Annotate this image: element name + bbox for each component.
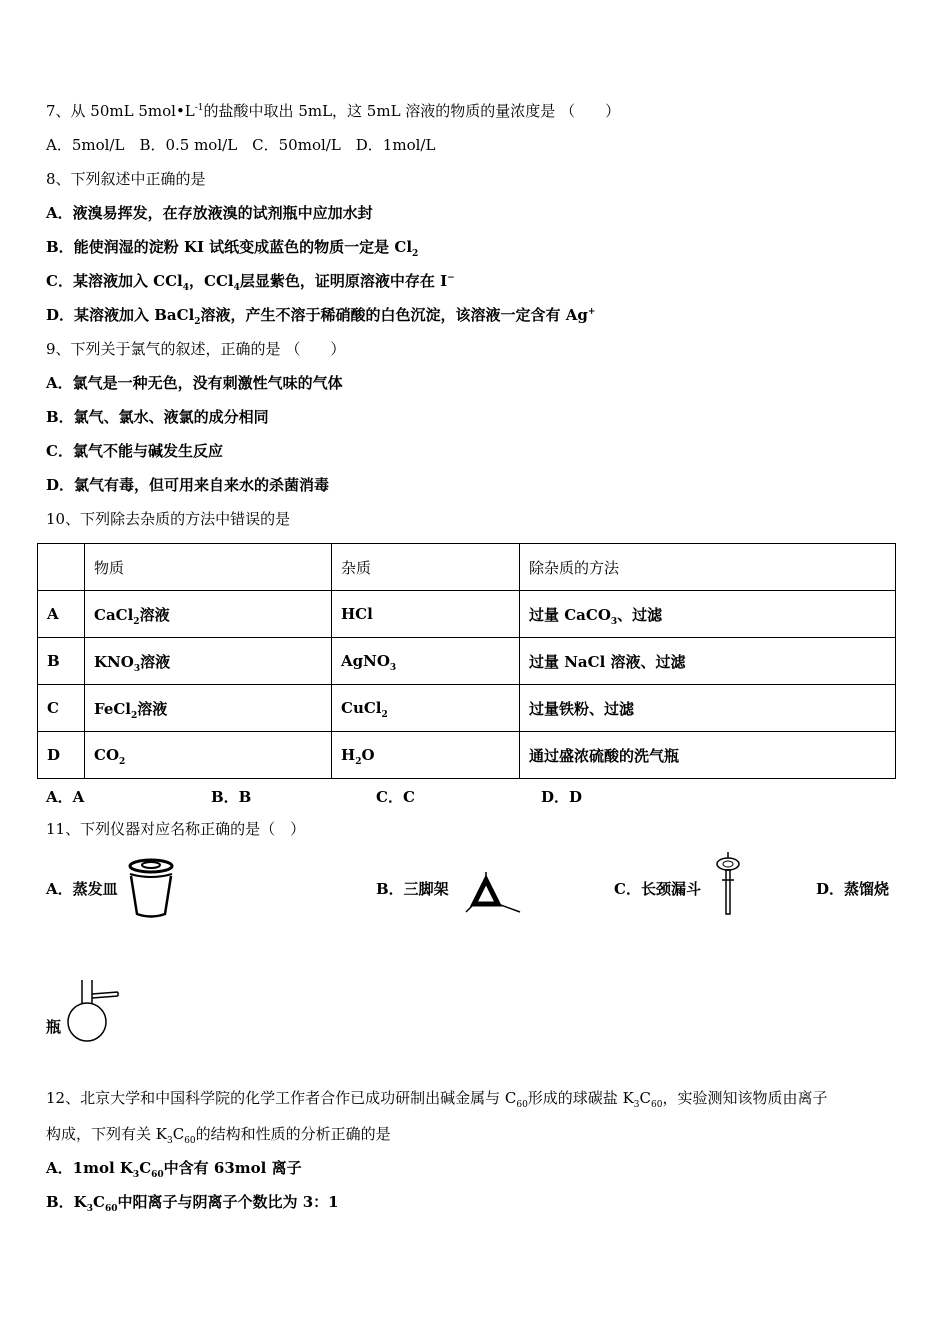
row-impurity: HCl <box>332 591 520 638</box>
row-method: 过量 CaCO$_3$、过滤 <box>520 591 896 638</box>
distilling-flask-icon <box>62 978 124 1044</box>
q10-stem: 10、下列除去杂质的方法中错误的是 <box>46 510 291 528</box>
q9-stem: 9、下列关于氯气的叙述，正确的是 （ ） <box>46 340 346 358</box>
row-label: B <box>38 638 85 685</box>
table-header-row <box>38 544 896 591</box>
row-label: A <box>38 591 85 638</box>
q12-option-b: B．$K_3C_{60}$中阳离子与阴离子个数比为 3：1 <box>46 1193 339 1214</box>
row-substance: $CO_2$ <box>85 732 332 779</box>
q12-option-a: A．1mol $K_3C_{60}$中含有 63mol 离子 <box>46 1159 302 1180</box>
q8-option-a: A．液溴易挥发，在存放液溴的试剂瓶中应加水封 <box>46 204 373 222</box>
q9-option-c: C．氯气不能与碱发生反应 <box>46 442 223 460</box>
row-method: 过量铁粉、过滤 <box>520 685 896 732</box>
q11-option-c: C．长颈漏斗 <box>614 880 701 898</box>
q8-option-c: C．某溶液加入 CCl$_4$，CCl$_4$层显紫色，证明原溶液中存在 I− <box>46 272 455 293</box>
table-header-cell: 物质 <box>85 544 332 591</box>
q8-option-b: B．能使润湿的淀粉 KI 试纸变成蓝色的物质一定是 $Cl_2$ <box>46 238 419 259</box>
q12-stem-line2: 构成，下列有关 $K_3C_{60}$的结构和性质的分析正确的是 <box>46 1125 391 1146</box>
clay-triangle-icon <box>462 872 522 916</box>
q10-answer-c: C．C <box>376 788 415 806</box>
crucible-icon <box>124 858 180 920</box>
row-label: D <box>38 732 85 779</box>
q11-stem: 11、下列仪器对应名称正确的是（ ） <box>46 820 306 838</box>
q8-stem: 8、下列叙述中正确的是 <box>46 170 206 188</box>
row-substance: CaCl$_2$溶液 <box>85 591 332 638</box>
table-row <box>38 732 896 779</box>
separatory-funnel-icon <box>712 850 744 916</box>
row-impurity: $H_2O$ <box>332 732 520 779</box>
row-substance: $KNO_3$溶液 <box>85 638 332 685</box>
q9-option-b: B．氯气、氯水、液氯的成分相同 <box>46 408 269 426</box>
table-row <box>38 685 896 732</box>
q10-answer-b: B．B <box>211 788 252 806</box>
q11-option-d-tail: 瓶 <box>46 1018 62 1036</box>
table-header-cell: 除杂质的方法 <box>520 544 896 591</box>
row-impurity: CuCl$_2$ <box>332 685 520 732</box>
row-impurity: AgNO$_3$ <box>332 638 520 685</box>
table-row <box>38 591 896 638</box>
q11-option-d: D．蒸馏烧 <box>816 880 890 898</box>
q11-option-a: A．蒸发皿 <box>46 880 118 898</box>
q8-option-d: D．某溶液加入 BaCl$_2$溶液，产生不溶于稀硝酸的白色沉淀，该溶液一定含有 Ag+ <box>46 306 596 327</box>
q10-table <box>37 543 896 779</box>
q11-option-b: B．三脚架 <box>376 880 449 898</box>
row-label: C <box>38 685 85 732</box>
table-row <box>38 638 896 685</box>
row-method: 过量 NaCl 溶液、过滤 <box>520 638 896 685</box>
q12-stem-line1: 12、北京大学和中国科学院的化学工作者合作已成功研制出碱金属与 $C_{60}$形成的球碳盐 $K_3C_{60}$，实验测知该物质由离子 <box>46 1089 828 1110</box>
q10-answer-a: A．A <box>46 788 85 806</box>
q10-answer-d: D．D <box>541 788 583 806</box>
q9-option-d: D．氯气有毒，但可用来自来水的杀菌消毒 <box>46 476 330 494</box>
q9-option-a: A．氯气是一种无色，没有刺激性气味的气体 <box>46 374 343 392</box>
q7-stem: 7、从 50mL $5mol•L^{-1}$的盐酸中取出 5mL，这 5mL 溶液的物质的量浓度是 （ ） <box>46 102 621 120</box>
row-substance: FeCl$_2$溶液 <box>85 685 332 732</box>
q7-options: A．5mol/L B．0.5 mol/L C．50mol/L D．1mol/L <box>46 136 436 154</box>
table-header-cell <box>38 544 85 591</box>
row-method: 通过盛浓硫酸的洗气瓶 <box>520 732 896 779</box>
table-header-cell: 杂质 <box>332 544 520 591</box>
